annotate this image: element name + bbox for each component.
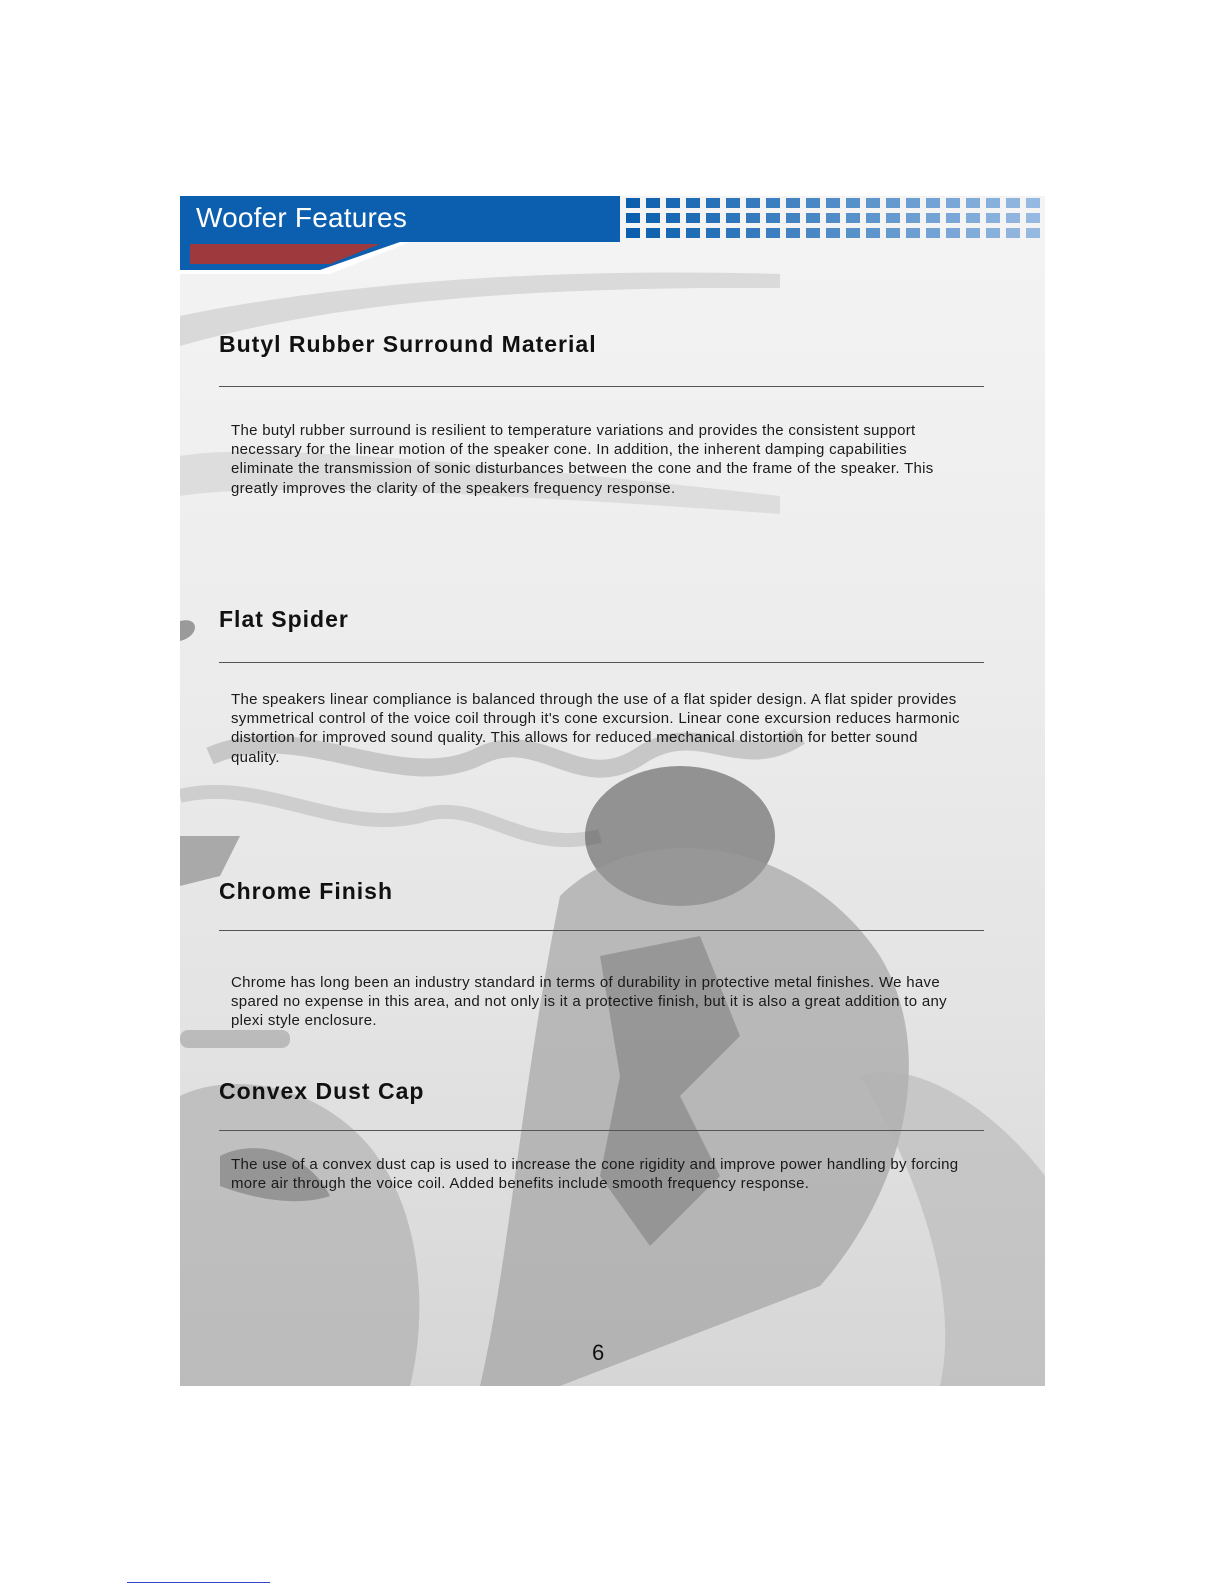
background-photo-illustration xyxy=(180,196,1045,1386)
tile-square xyxy=(686,228,700,238)
tile-square xyxy=(986,198,1000,208)
tile-square xyxy=(746,228,760,238)
footer-underline xyxy=(127,1582,270,1583)
tile-square xyxy=(826,198,840,208)
tile-square xyxy=(886,198,900,208)
tile-square xyxy=(926,228,940,238)
section-divider xyxy=(219,930,984,931)
section-body-chrome-finish: Chrome has long been an industry standard in terms of durability in protective metal finishes. We have spared no expense in this area, and not only is it a protective finish, but it is also a great addition to any plexi style enclosure. xyxy=(231,974,947,1030)
page-title: Woofer Features xyxy=(196,202,408,233)
tile-square xyxy=(666,228,680,238)
tile-square xyxy=(726,213,740,223)
section-title-butyl: Butyl Rubber Surround Material xyxy=(219,331,597,357)
tile-square xyxy=(1006,213,1020,223)
section-body-flat-spider: The speakers linear compliance is balanced through the use of a flat spider design. A flat spider provides symmetrical control of the voice coil through it's cone excursion. Linear cone excursion reduces harmonic distortion for improved sound quality. This allows for reduced mechanical distortion for better sound quality. xyxy=(231,691,960,766)
tile-square xyxy=(966,198,980,208)
tile-square xyxy=(1026,213,1040,223)
tile-square xyxy=(706,213,720,223)
tile-square xyxy=(746,198,760,208)
tile-square xyxy=(926,198,940,208)
section-divider xyxy=(219,662,984,663)
page-background-panel xyxy=(180,196,1045,1386)
tile-square xyxy=(846,228,860,238)
tile-square xyxy=(806,228,820,238)
tile-square xyxy=(766,228,780,238)
tile-square xyxy=(846,213,860,223)
tile-square xyxy=(906,198,920,208)
tile-square xyxy=(706,198,720,208)
tile-square xyxy=(666,213,680,223)
tile-square xyxy=(806,198,820,208)
tile-square xyxy=(806,213,820,223)
tile-square xyxy=(626,198,640,208)
tile-square xyxy=(726,228,740,238)
tile-square xyxy=(1026,228,1040,238)
section-body-butyl: The butyl rubber surround is resilient to temperature variations and provides the consistent support necessary for the linear motion of the speaker cone. In addition, the inherent damping capabilities eliminate the transmission of sonic disturbances between the cone and the frame of the speaker. This greatly improves the clarity of the speakers frequency response. xyxy=(231,422,934,497)
tile-square xyxy=(946,213,960,223)
tile-square xyxy=(706,228,720,238)
tile-square xyxy=(846,198,860,208)
tile-square xyxy=(926,213,940,223)
tile-square xyxy=(766,198,780,208)
tile-square xyxy=(726,198,740,208)
tile-square xyxy=(646,213,660,223)
decorative-tile-grid xyxy=(626,196,1046,244)
section-title-chrome-finish: Chrome Finish xyxy=(219,878,394,904)
tile-square xyxy=(786,213,800,223)
tile-square xyxy=(826,228,840,238)
tile-square xyxy=(646,198,660,208)
section-title-convex-dust-cap: Convex Dust Cap xyxy=(219,1078,425,1104)
tile-square xyxy=(966,228,980,238)
tile-square xyxy=(966,213,980,223)
tile-square xyxy=(866,228,880,238)
tile-square xyxy=(906,213,920,223)
section-body-convex-dust-cap: The use of a convex dust cap is used to increase the cone rigidity and improve power handling by forcing more air through the voice coil. Added benefits include smooth frequency response. xyxy=(231,1156,959,1193)
tile-square xyxy=(866,213,880,223)
tile-square xyxy=(986,228,1000,238)
tile-square xyxy=(906,228,920,238)
tile-square xyxy=(786,198,800,208)
tile-square xyxy=(946,228,960,238)
tile-square xyxy=(886,213,900,223)
tile-square xyxy=(1006,198,1020,208)
header-red-accent xyxy=(180,242,410,278)
tile-square xyxy=(986,213,1000,223)
tile-square xyxy=(886,228,900,238)
tile-square xyxy=(826,213,840,223)
tile-square xyxy=(686,198,700,208)
tile-square xyxy=(866,198,880,208)
section-title-flat-spider: Flat Spider xyxy=(219,606,349,632)
section-divider xyxy=(219,386,984,387)
tile-square xyxy=(766,213,780,223)
tile-square xyxy=(746,213,760,223)
tile-square xyxy=(666,198,680,208)
tile-square xyxy=(946,198,960,208)
tile-square xyxy=(1026,198,1040,208)
tile-square xyxy=(786,228,800,238)
section-divider xyxy=(219,1130,984,1131)
tile-square xyxy=(626,213,640,223)
tile-square xyxy=(646,228,660,238)
page-number: 6 xyxy=(592,1340,605,1365)
tile-square xyxy=(686,213,700,223)
tile-square xyxy=(626,228,640,238)
tile-square xyxy=(1006,228,1020,238)
